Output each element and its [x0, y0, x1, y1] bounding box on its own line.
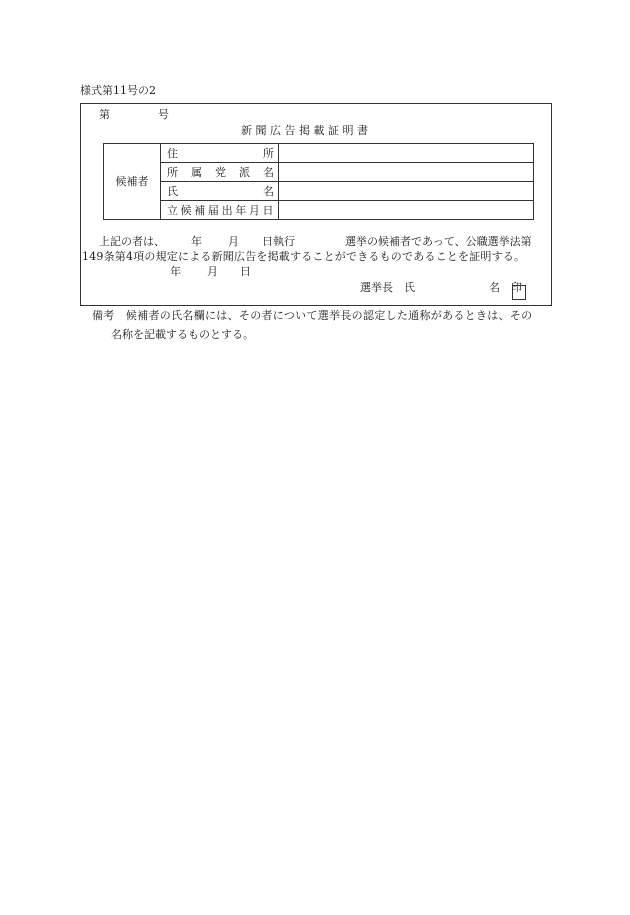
- candidate-group-label: 候補者: [104, 144, 161, 220]
- party-field[interactable]: [279, 163, 534, 182]
- name-label: 氏 名: [161, 182, 279, 201]
- date-year: 年: [170, 265, 181, 278]
- date-month: 月: [207, 265, 218, 278]
- page-title: 新 聞 広 告 掲 載 証 明 書: [241, 124, 368, 137]
- form-number-label: 様式第11号の2: [80, 84, 156, 97]
- address-label: 住 所: [161, 144, 279, 163]
- candidate-table: [103, 143, 534, 220]
- seal-mark: 印: [511, 281, 522, 294]
- seal-box-icon: [512, 285, 526, 300]
- statement-day: 日執行: [262, 235, 295, 248]
- statement-month: 月: [228, 235, 239, 248]
- statement-intro: 上記の者は、: [99, 235, 165, 248]
- address-field[interactable]: [279, 144, 534, 163]
- statement-election: 選挙の候補者であって、公職選挙法第: [345, 235, 532, 248]
- election-chief-label: 選挙長 氏: [360, 281, 415, 294]
- filing-date-label: 立候補届出年月日: [161, 201, 279, 220]
- note-line-1: 備考 候補者の氏名欄には、その者について選挙長の認定した通称があるときは、その: [92, 309, 533, 322]
- name-field[interactable]: [279, 182, 534, 201]
- statement-line-2: 149条第4項の規定による新聞広告を掲載することができるものであることを証明する。: [82, 250, 526, 263]
- date-day: 日: [240, 265, 251, 278]
- statement-year: 年: [191, 235, 202, 248]
- party-label: 所 属 党 派 名: [161, 163, 279, 182]
- number-dai: 第: [99, 108, 110, 121]
- note-line-2: 名称を記載するものとする。: [111, 328, 254, 341]
- name-suffix: 名: [489, 281, 500, 294]
- filing-date-field[interactable]: [279, 201, 534, 220]
- number-gou: 号: [158, 108, 169, 121]
